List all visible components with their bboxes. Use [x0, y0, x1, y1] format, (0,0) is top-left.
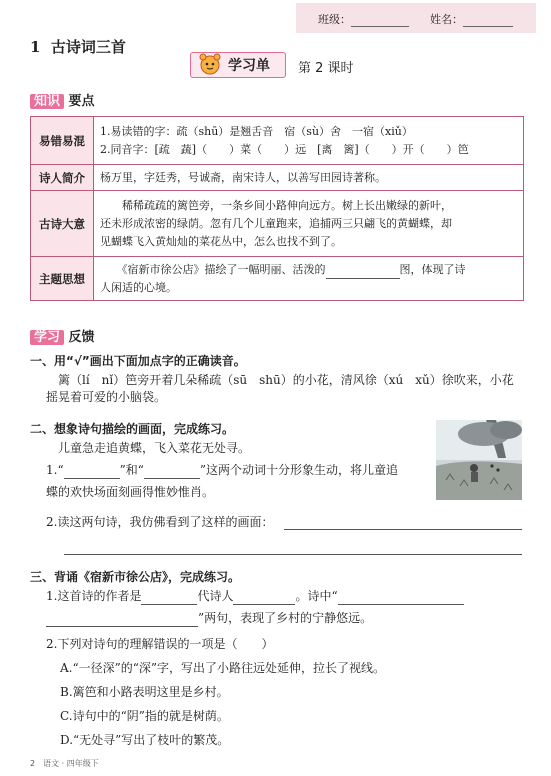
- feedback-heading: [30, 326, 95, 344]
- knowledge-heading-text: 要点: [68, 94, 95, 109]
- lesson-title: [30, 36, 126, 57]
- confusables-line-1: 1.易读错的字：疏（shū）是翘舌音 宿（sù）舍 一宿（xiǔ）: [100, 124, 413, 138]
- lesson-name: 古诗词三首: [50, 38, 126, 56]
- theme-line-1: [100, 261, 517, 279]
- q3-sub1-text-b: 代诗人: [197, 589, 234, 603]
- meaning-line-1: 稀稀疏疏的篱笆旁，一条乡间小路伸向远方。树上长出嫩绿的新叶，: [100, 198, 452, 212]
- knowledge-heading-tag: 知识: [30, 94, 64, 109]
- option-b[interactable]: B.篱笆和小路表明这里是乡村。: [60, 685, 229, 699]
- q2-sub1-text-a: 1.“: [46, 463, 64, 477]
- theme-line-2: 人闲适的心境。: [100, 280, 177, 294]
- feedback-heading-text: 反馈: [68, 330, 95, 345]
- row-label-poet: 诗人简介: [31, 165, 94, 191]
- option-d[interactable]: D.“无处寻”写出了枝叶的繁茂。: [60, 733, 230, 747]
- question-1-body: [46, 372, 526, 406]
- name-label: 姓名：: [430, 13, 463, 26]
- poet-intro: 杨万里，字廷秀，号诚斋，南宋诗人，以善写田园诗著称。: [100, 170, 386, 184]
- question-1-line-2: 摇晃着可爱的小脑袋。: [46, 390, 167, 404]
- question-3-sub1: [46, 588, 464, 605]
- question-3-sub2: 2.下列对诗句的理解错误的一项是（ ）: [46, 637, 274, 651]
- theme-text-a: 《宿新市徐公店》描绘了一幅明丽、活泼的: [100, 262, 326, 276]
- q3-poet-blank[interactable]: [233, 593, 295, 605]
- option-c[interactable]: C.诗句中的“阴”指的就是树荫。: [60, 709, 229, 723]
- q2-sub1-text-b: ”和“: [119, 463, 144, 477]
- question-3-sub1-line-2: [46, 610, 372, 627]
- knowledge-table: [30, 116, 524, 301]
- table-row: [31, 117, 524, 165]
- question-1-title: 一、用“√”画出下面加点字的正确读音。: [30, 354, 246, 368]
- name-blank[interactable]: [463, 14, 513, 27]
- table-row: [31, 165, 524, 191]
- worksheet-label: 学习单: [228, 58, 270, 74]
- class-label: 班级：: [318, 13, 351, 26]
- question-3-title: 三、背诵《宿新市徐公店》，完成练习。: [30, 570, 241, 584]
- q2-verb-blank-2[interactable]: [144, 467, 200, 479]
- table-row: [31, 257, 524, 301]
- q2-answer-line-2[interactable]: [64, 554, 522, 555]
- worksheet-period: 第 2 课时: [298, 61, 354, 76]
- name-field[interactable]: [430, 11, 525, 27]
- q3-line-blank-2[interactable]: [46, 615, 198, 627]
- row-label-theme: 主题思想: [31, 257, 94, 301]
- question-2-title: 二、想象诗句描绘的画面，完成练习。: [30, 422, 235, 436]
- question-1-line-1: 篱（lí nǐ）笆旁开着几朵稀疏（sū shū）的小花，清风徐（xú xǔ）徐吹来，小花: [46, 373, 514, 387]
- q3-line-blank-1[interactable]: [338, 593, 464, 605]
- knowledge-heading: [30, 90, 95, 108]
- meaning-line-2: 还未形成浓密的绿荫。忽有几个儿童跑来，追捕两三只翩飞的黄蝴蝶，却: [100, 216, 452, 230]
- q3-sub1-text-d: ”两句，表现了乡村的宁静悠远。: [198, 611, 373, 625]
- class-field[interactable]: [318, 11, 421, 27]
- page-footer: 2 语文 · 四年级下: [30, 759, 99, 768]
- meaning-line-3: 见蝴蝶飞入黄灿灿的菜花丛中，怎么也找不到了。: [100, 234, 342, 248]
- q2-sub1-text-c: ”这两个动词十分形象生动，将儿童追: [199, 463, 399, 477]
- lesson-number: 1: [30, 38, 41, 56]
- feedback-heading-tag: 学习: [30, 330, 64, 345]
- tiger-mascot-icon: [196, 53, 224, 75]
- table-row: [31, 191, 524, 257]
- q2-verb-blank-1[interactable]: [64, 467, 120, 479]
- class-blank[interactable]: [351, 14, 409, 27]
- row-label-meaning: 古诗大意: [31, 191, 94, 257]
- question-2-sub2: 2.读这两句诗，我仿佛看到了这样的画面：: [46, 515, 274, 529]
- row-label-confusables: 易错易混: [31, 117, 94, 165]
- theme-blank[interactable]: [326, 267, 400, 279]
- confusables-line-2: 2.同音字：[疏 蔬]（ ）菜（ ）远 [离 篱]（ ）开（ ）笆: [100, 142, 469, 156]
- option-a[interactable]: A.“一径深”的“深”字，写出了小路往远处延伸，拉长了视线。: [60, 661, 386, 675]
- question-2-poem: 儿童急走追黄蝶，飞入菜花无处寻。: [46, 441, 251, 455]
- question-2-sub1-line-2: 蝶的欢快场面刻画得惟妙惟肖。: [46, 485, 215, 499]
- q3-dynasty-blank[interactable]: [141, 593, 197, 605]
- theme-text-b: 图，体现了诗: [399, 262, 466, 276]
- q3-sub1-text-a: 1.这首诗的作者是: [46, 589, 142, 603]
- q2-answer-line-1[interactable]: [284, 529, 522, 530]
- q3-sub1-text-c: 。诗中“: [295, 589, 338, 603]
- question-2-sub1: [46, 462, 398, 479]
- children-chasing-butterflies-illustration: [436, 420, 522, 500]
